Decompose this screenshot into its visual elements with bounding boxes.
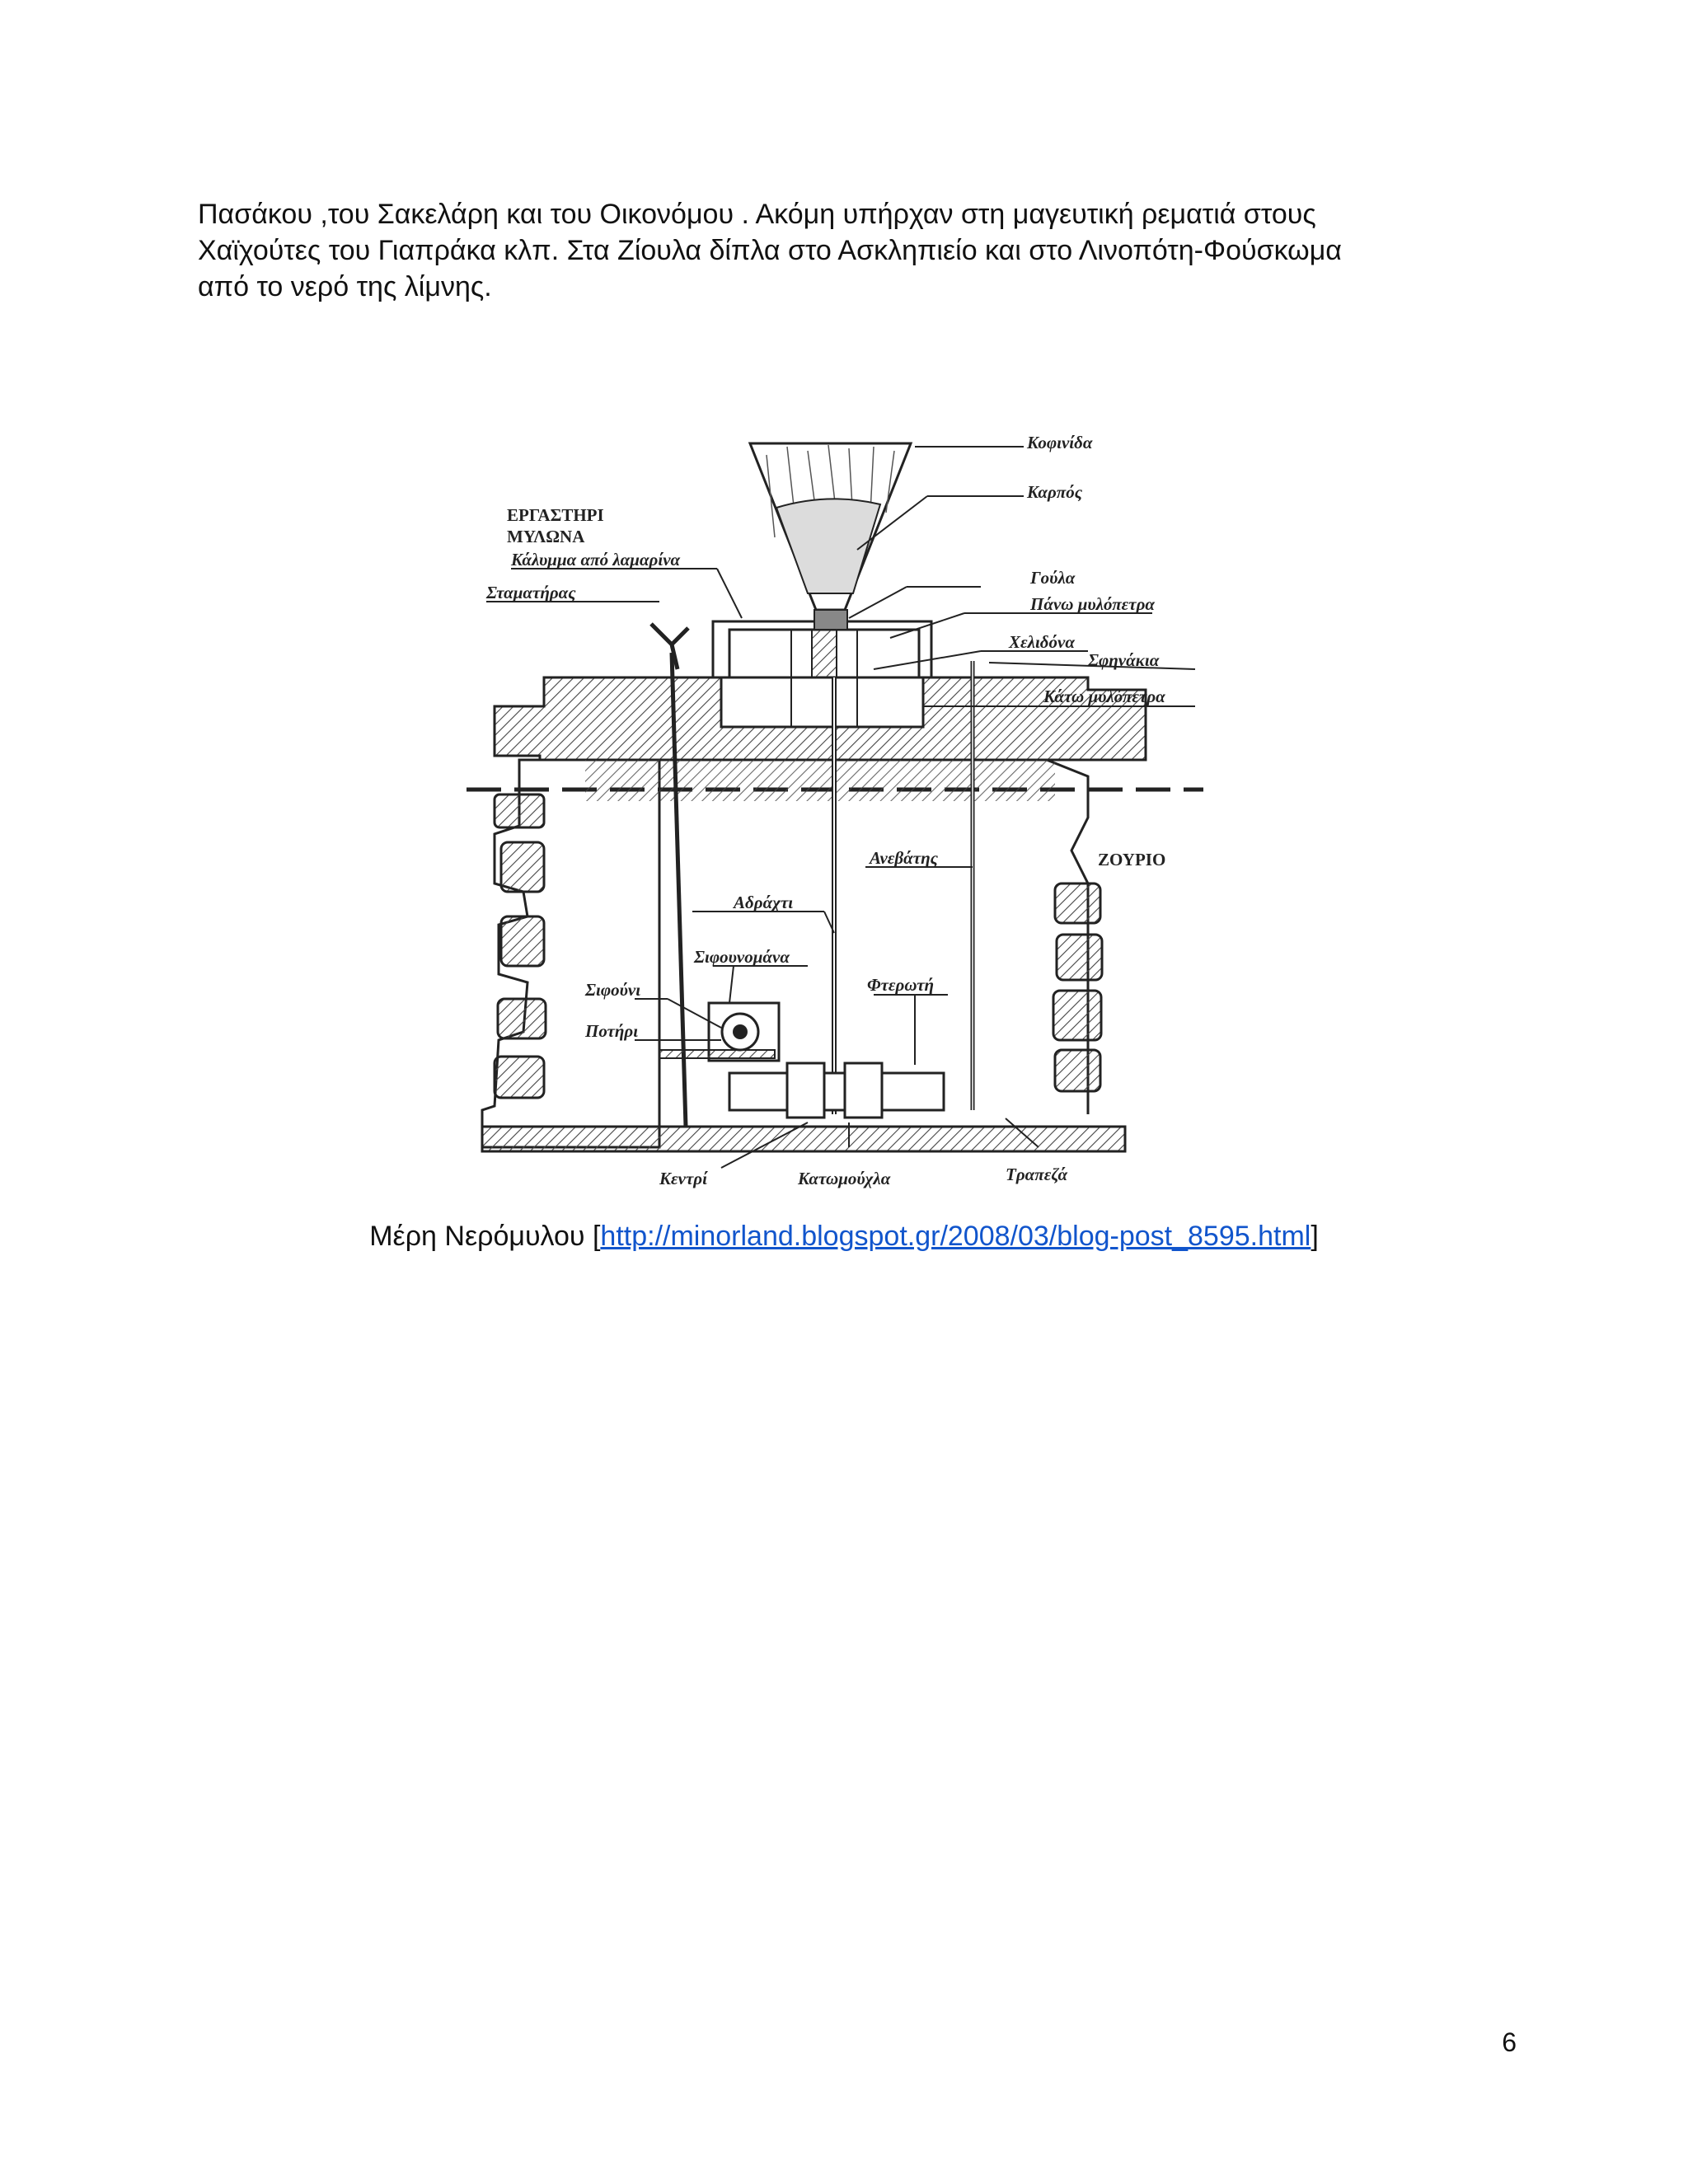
label-kato-mylopetra: Κάτω μυλόπετρα: [1043, 687, 1165, 706]
label-fteroti: Φτερωτή: [867, 975, 935, 995]
lower-millstone-block: [721, 677, 923, 727]
label-adrachti: Αδράχτι: [734, 893, 794, 912]
caption-prefix: Μέρη Νερόμυλου [: [369, 1221, 601, 1252]
label-chelidona: Χελιδόνα: [1009, 632, 1075, 652]
page-number: 6: [1502, 2027, 1517, 2057]
label-sifouni: Σιφούνι: [585, 980, 641, 1000]
label-sfinakia: Σφηνάκια: [1088, 650, 1160, 670]
label-sifounomana: Σιφουνομάνα: [694, 947, 790, 967]
left-stone-wall: [482, 760, 659, 1147]
label-zourio: ΖΟΥΡΙΟ: [1098, 850, 1166, 869]
label-ergastiri-1: ΕΡΓΑΣΤΗΡΙ: [507, 505, 604, 525]
body-line: από το νερό της λίμνης.: [198, 271, 492, 302]
label-katomouchla: Κατωμούχλα: [798, 1169, 891, 1188]
label-karpos: Καρπός: [1027, 482, 1083, 502]
label-stamatiras: Σταματήρας: [486, 583, 576, 602]
label-kofinida: Κοφινίδα: [1027, 433, 1093, 452]
right-stone-wall: [1047, 760, 1102, 1114]
water-channel-arch: [585, 760, 1055, 801]
body-paragraph: [198, 196, 1517, 305]
label-potiri: Ποτήρι: [585, 1021, 639, 1041]
label-ergastiri-2: ΜΥΛΩΝΑ: [507, 527, 585, 546]
body-line: Χαϊχούτες του Γιαπράκα κλπ. Στα Ζίουλα δίπλα στο Ασκληπιείο και στο Λινοπότη-Φούσκωμα: [198, 235, 1342, 266]
label-trapeza: Τραπεζά: [1006, 1165, 1068, 1184]
goula: [814, 610, 847, 630]
label-kalymma: Κάλυμμα από λαμαρίνα: [511, 550, 681, 569]
label-anevatis: Ανεβάτης: [870, 848, 938, 868]
figure-caption: [0, 1218, 1688, 1254]
fteroti-wheel: [729, 1073, 944, 1110]
caption-suffix: ]: [1311, 1221, 1319, 1252]
watermill-diagram: [462, 422, 1220, 1201]
label-goula: Γούλα: [1030, 568, 1076, 588]
label-pano-mylopetra: Πάνω μυλόπετρα: [1030, 594, 1156, 614]
watermill-diagram-svg: [462, 422, 1220, 1201]
body-line: Πασάκου ,του Σακελάρη και του Οικονόμου . Ακόμη υπήρχαν στη μαγευτική ρεματιά στους: [198, 199, 1316, 230]
label-kentri: Κεντρί: [659, 1169, 707, 1188]
caption-link[interactable]: http://minorland.blogspot.gr/2008/03/blog-post_8595.html: [600, 1221, 1311, 1252]
grain: [776, 499, 880, 593]
